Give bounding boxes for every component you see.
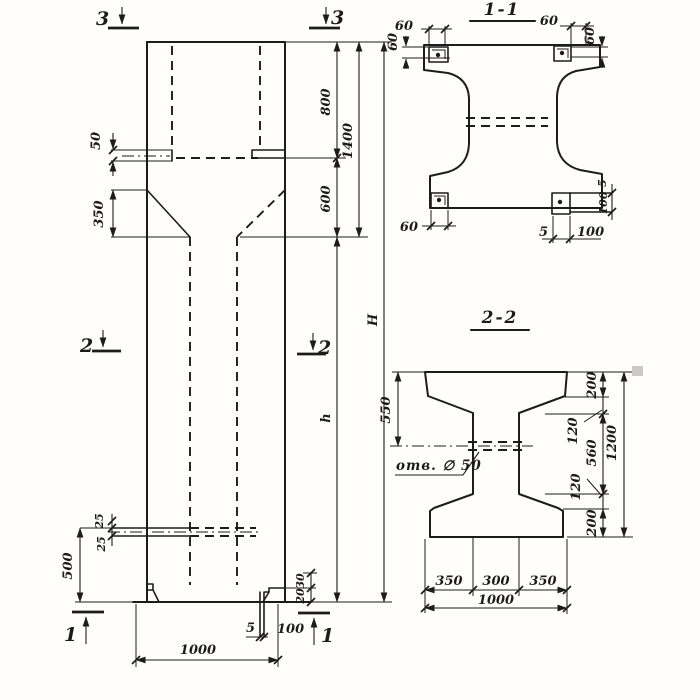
dim-22-1200: 1200 — [605, 424, 620, 462]
section-1-1-title: 1-1 — [483, 0, 521, 20]
section-1-1-view — [386, 0, 616, 243]
elevation-view — [61, 7, 392, 667]
dim-22-1000: 1000 — [477, 593, 515, 608]
dim-foot-20: 20 — [294, 588, 307, 604]
dim-haunch-350: 350 — [92, 200, 107, 228]
dim-22-350-left: 350 — [435, 574, 463, 589]
dim-total-1400: 1400 — [341, 122, 356, 160]
dim-plate-5: 5 — [245, 621, 255, 636]
dim-11-r-100: 100 — [597, 191, 610, 215]
dim-pin-25b: 25 — [95, 536, 108, 552]
dim-11-r-5: 5 — [596, 179, 609, 187]
section-2-2-title: 2-2 — [481, 308, 519, 328]
dim-22-200-top: 200 — [585, 371, 600, 399]
scan-artifact — [632, 366, 643, 376]
dim-plate-100: 100 — [277, 622, 305, 637]
cut-mark-3-right: 3 — [331, 7, 345, 29]
dim-ledge-offset: 50 — [89, 131, 104, 151]
dim-11-bl-60: 60 — [399, 220, 418, 235]
dim-height-lower: h — [319, 413, 334, 423]
cut-mark-1-right: 1 — [321, 625, 335, 647]
dim-22-120-bot: 120 — [569, 473, 584, 501]
hole-label: отв. ∅ 50 — [396, 458, 482, 474]
cut-mark-2-right: 2 — [318, 337, 332, 359]
dim-height-total: H — [366, 313, 381, 327]
dim-22-300: 300 — [482, 574, 510, 589]
cut-mark-3-left: 3 — [96, 8, 110, 30]
dim-11-b-100: 100 — [577, 225, 605, 240]
dim-top-800: 800 — [319, 88, 334, 116]
dim-22-200-bot: 200 — [585, 509, 600, 537]
dim-foot-30: 30 — [294, 573, 307, 589]
dim-mid-600: 600 — [319, 185, 334, 213]
section-2-2-outline — [390, 372, 567, 537]
dim-22-550: 550 — [379, 396, 394, 424]
dim-22-560: 560 — [585, 439, 600, 467]
section-2-2-dimensions — [379, 371, 633, 614]
dim-11-tl-60-v: 60 — [386, 32, 401, 52]
dim-11-tr-60-v: 60 — [583, 26, 598, 46]
section-1-1-outline — [424, 45, 612, 214]
dim-22-120-top: 120 — [566, 417, 581, 445]
dim-22-350-right: 350 — [529, 574, 557, 589]
cut-mark-2-left: 2 — [80, 335, 94, 357]
dim-11-b-5: 5 — [538, 225, 548, 240]
elevation-outline — [108, 42, 311, 637]
dim-pin-25a: 25 — [93, 513, 106, 529]
cut-mark-1-left: 1 — [64, 624, 78, 646]
dim-11-tr-60-h: 60 — [539, 14, 558, 29]
dim-11-tl-60-h: 60 — [394, 19, 413, 34]
section-2-2-view — [379, 308, 633, 614]
dim-width-1000: 1000 — [179, 643, 217, 658]
elevation-dimensions — [61, 42, 392, 667]
dim-base-500: 500 — [61, 552, 76, 580]
